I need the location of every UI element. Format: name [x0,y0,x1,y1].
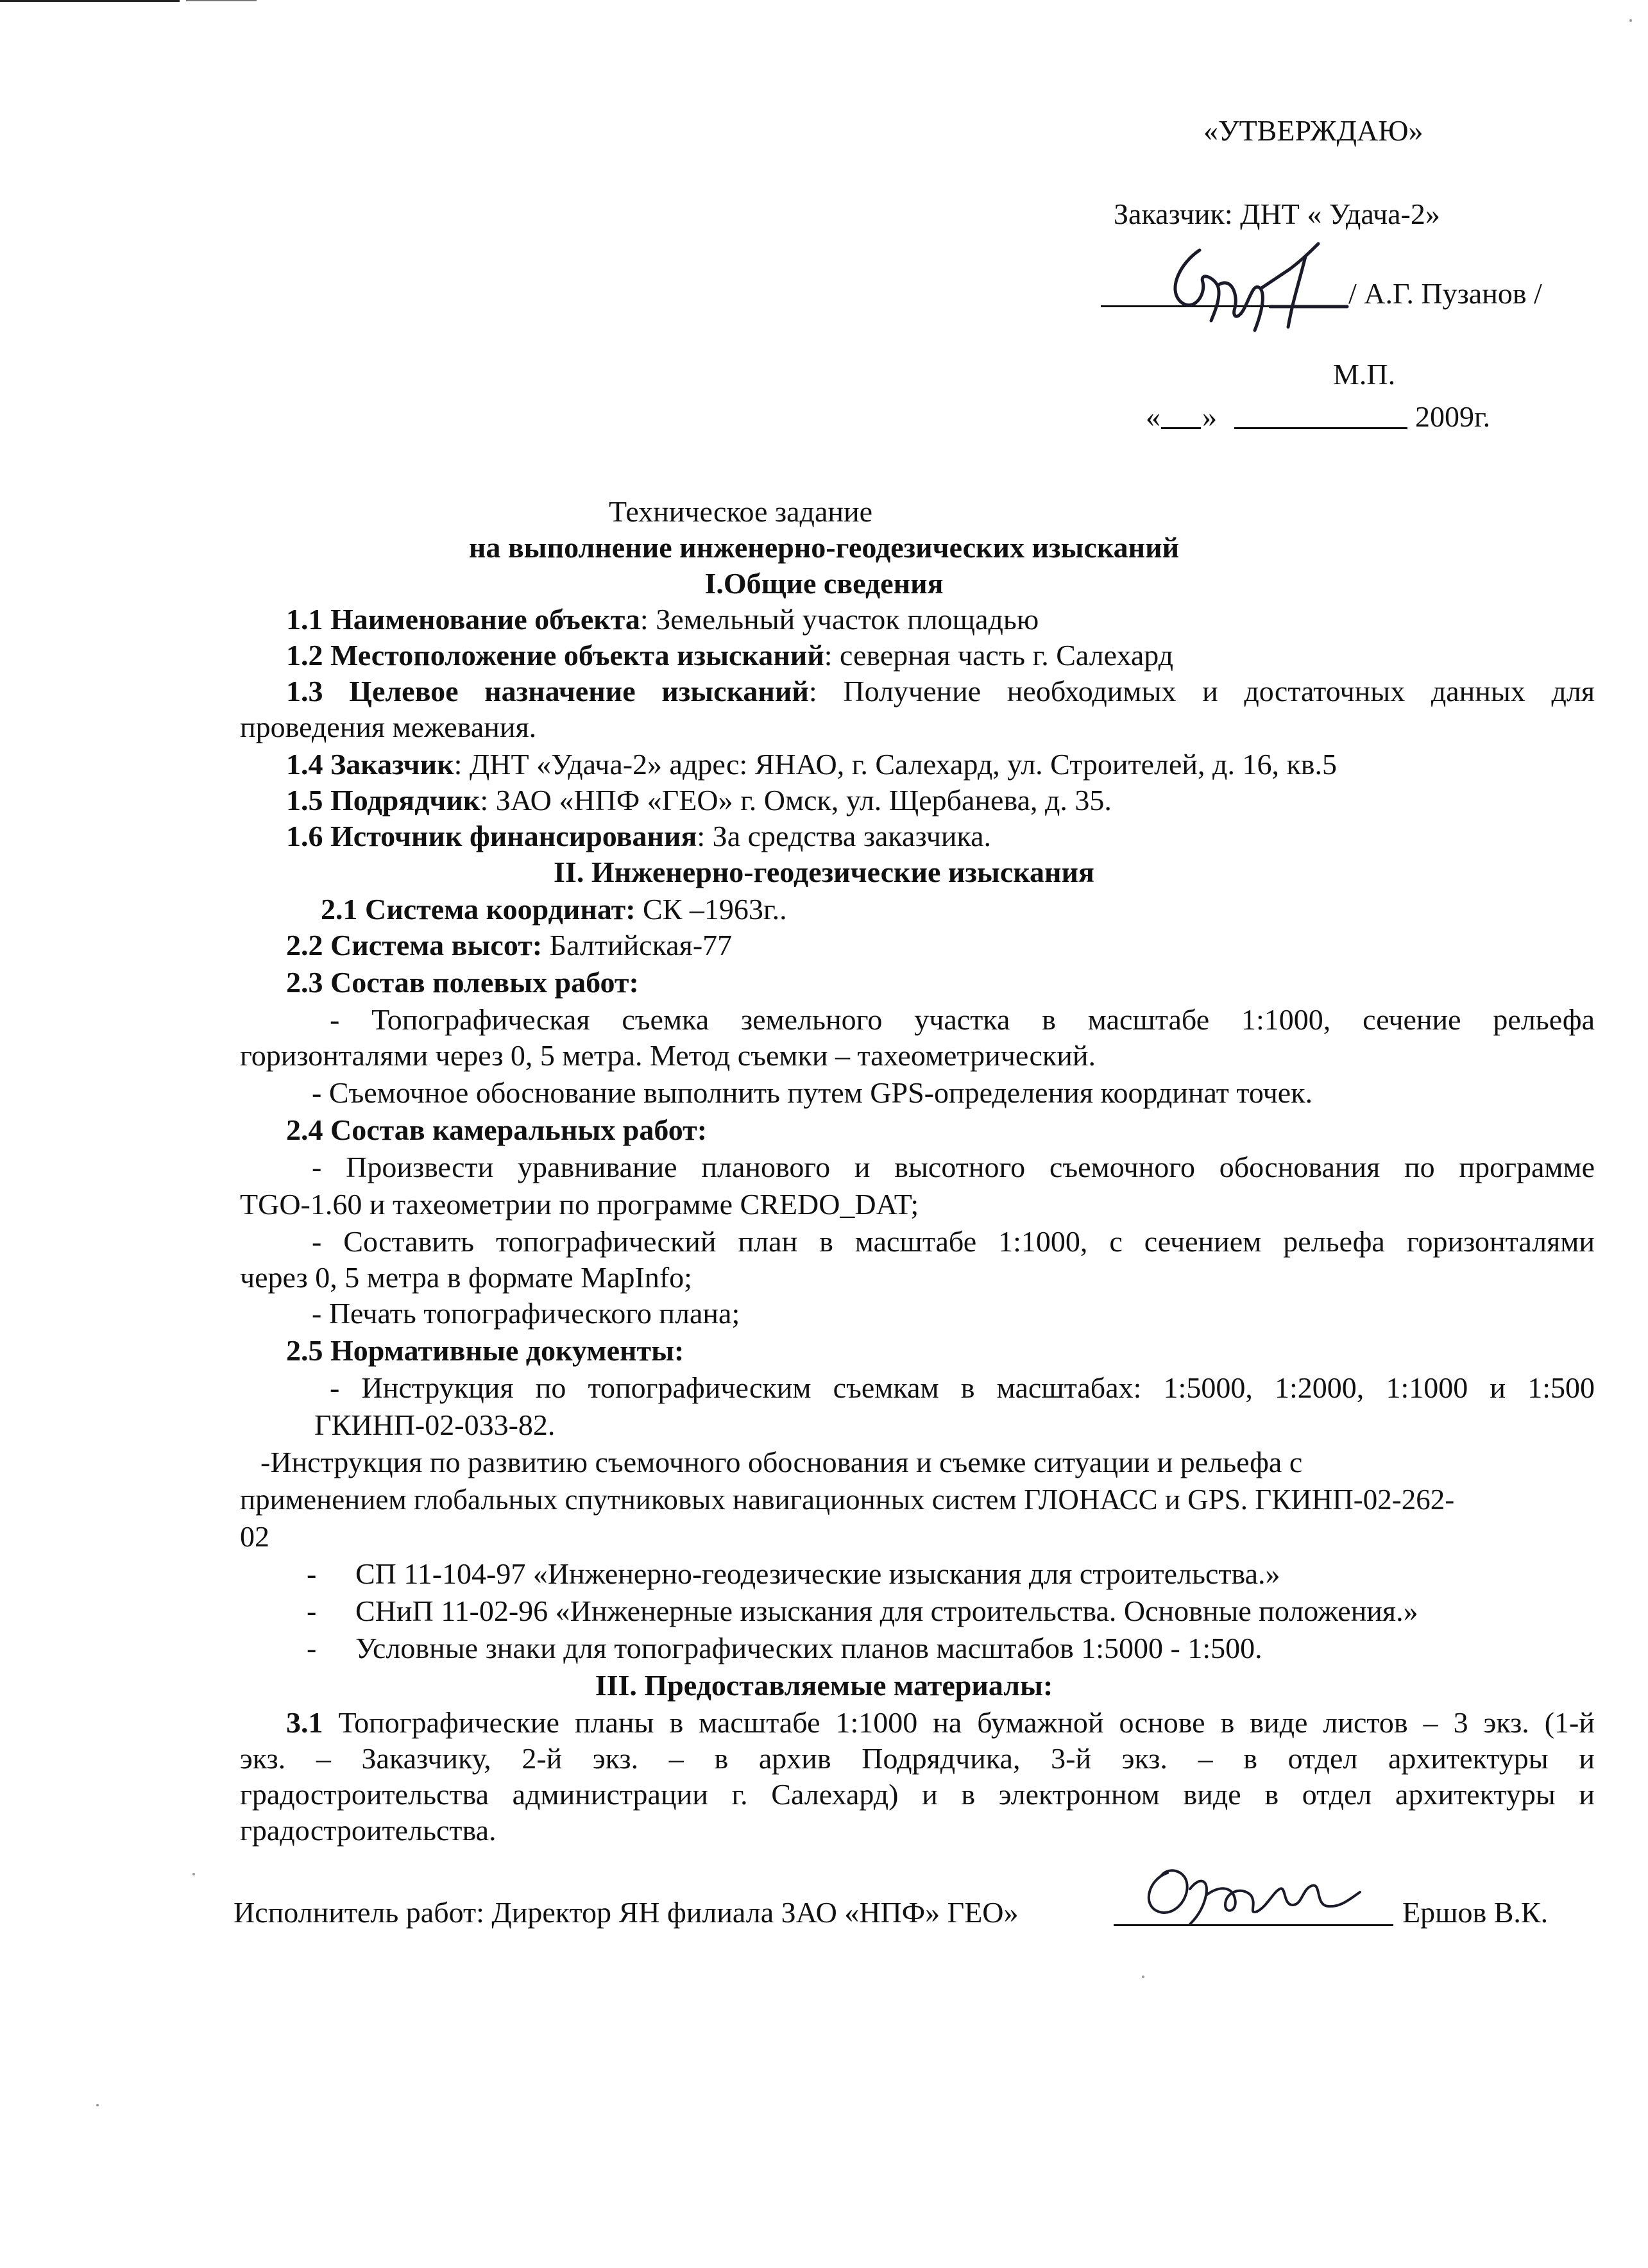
doc-title: Техническое задание [608,495,873,528]
approval-year: 2009г. [1415,400,1491,433]
doc-subtitle: на выполнение инженерно-геодезических изысканий [468,531,1180,564]
date-month-blank [1234,427,1407,429]
list-item-dash: - [307,1632,317,1664]
executor-label: Исполнитель работ: Директор ЯН филиала ЗАО «НПФ» ГЕО» [234,1896,1019,1929]
section2-heading: II. Инженерно-геодезические изыскания [554,856,1094,888]
date-open-quote: « [1146,400,1160,433]
item-2-3-line1: - Топографическая съемка земельного участка в масштабе 1:1000, сечение рельефа [330,1003,1595,1036]
item-2-4-line4: через 0, 5 метра в формате MapInfo; [240,1261,692,1294]
scan-edge-line [186,0,257,1]
item-2-4-line3: - Составить топографический план в масштабе 1:1000, с сечением рельефа горизонталями [312,1225,1595,1258]
list-item: Условные знаки для топографических планов масштабов 1:5000 - 1:500. [355,1632,1262,1664]
item-2-3-heading: 2.3 Состав полевых работ: [286,966,639,999]
item-2-4-line1: - Произвести уравнивание планового и высотного съемочного обоснования по программе [312,1151,1595,1183]
list-item-dash: - [307,1557,317,1590]
item-2-5-line2: ГКИНП-02-033-82. [314,1409,556,1441]
handwritten-signature [1129,1860,1386,1931]
item-1-5: 1.5 Подрядчик: ЗАО «НПФ «ГЕО» г. Омск, ул. Щербанева, д. 35. [286,784,1112,817]
approval-customer: Заказчик: ДНТ « Удача-2» [1114,198,1440,230]
item-2-5-heading: 2.5 Нормативные документы: [286,1334,684,1367]
item-1-2: 1.2 Местоположение объекта изысканий: северная часть г. Салехард [286,639,1174,672]
item-2-5-line3: -Инструкция по развитию съемочного обоснования и съемке ситуации и рельефа с [260,1446,1303,1478]
item-2-4-heading: 2.4 Состав камеральных работ: [286,1113,708,1146]
item-2-4-line2: TGO-1.60 и тахеометрии по программе CREDO_DAT; [240,1188,919,1221]
handwritten-signature [1142,237,1354,334]
executor-name: Ершов В.К. [1402,1896,1549,1929]
item-3-1-line3: градостроительства администрации г. Салехард) и в электронном виде в отдел архитектуры и [240,1778,1595,1811]
item-2-4-line5: - Печать топографического плана; [312,1297,740,1330]
item-1-1: 1.1 Наименование объекта: Земельный участок площадью [286,603,1039,636]
approval-title: «УТВЕРЖДАЮ» [1203,114,1423,147]
item-3-1-line2: экз. – Заказчику, 2-й экз. – в архив Подрядчика, 3-й экз. – в отдел архитектуры и [240,1742,1595,1775]
item-2-2: 2.2 Система высот: Балтийская-77 [286,929,733,961]
item-3-1-line4: градостроительства. [240,1814,497,1847]
item-2-5-line4: применением глобальных спутниковых навигационных систем ГЛОНАСС и GPS. ГКИНП-02-262- [240,1484,1455,1516]
scan-speck [1142,1976,1144,1978]
item-1-4: 1.4 Заказчик: ДНТ «Удача-2» адрес: ЯНАО, г. Салехард, ул. Строителей, д. 16, кв.5 [286,748,1338,781]
approval-name: / А.Г. Пузанов / [1348,277,1542,310]
scan-speck [192,1873,195,1875]
item-1-3-cont: проведения межевания. [240,711,537,743]
item-2-5-line1: - Инструкция по топографическим съемкам в масштабах: 1:5000, 1:2000, 1:1000 и 1:500 [330,1371,1595,1404]
section3-heading: III. Предоставляемые материалы: [595,1669,1053,1702]
item-2-5-line5: 02 [240,1520,269,1553]
item-2-3-line2: горизонталями через 0, 5 метра. Метод съемки – тахеометрический. [240,1039,1096,1072]
date-close-quote: » [1202,400,1217,433]
scan-edge-line [0,0,180,2]
scan-speck [1629,19,1632,22]
list-item: СНиП 11-02-96 «Инженерные изыскания для строительства. Основные положения.» [355,1595,1418,1627]
list-item: СП 11-104-97 «Инженерно-геодезические изыскания для строительства.» [355,1557,1280,1590]
section1-heading: I.Общие сведения [704,567,944,600]
item-1-3: 1.3 Целевое назначение изысканий: Получение необходимых и достаточных данных для [286,675,1595,707]
item-2-3-line3: - Съемочное обоснование выполнить путем GPS-определения координат точек. [312,1076,1313,1109]
date-day-blank [1161,427,1201,429]
item-3-1-line1: 3.1 Топографические планы в масштабе 1:1000 на бумажной основе в виде листов – 3 экз. (1-й [286,1706,1595,1739]
stamp-label: М.П. [1333,358,1396,391]
item-1-6: 1.6 Источник финансирования: За средства заказчика. [286,820,992,852]
item-2-1: 2.1 Система координат: СК –1963г.. [321,893,787,926]
list-item-dash: - [307,1595,317,1627]
scan-speck [96,2104,99,2106]
